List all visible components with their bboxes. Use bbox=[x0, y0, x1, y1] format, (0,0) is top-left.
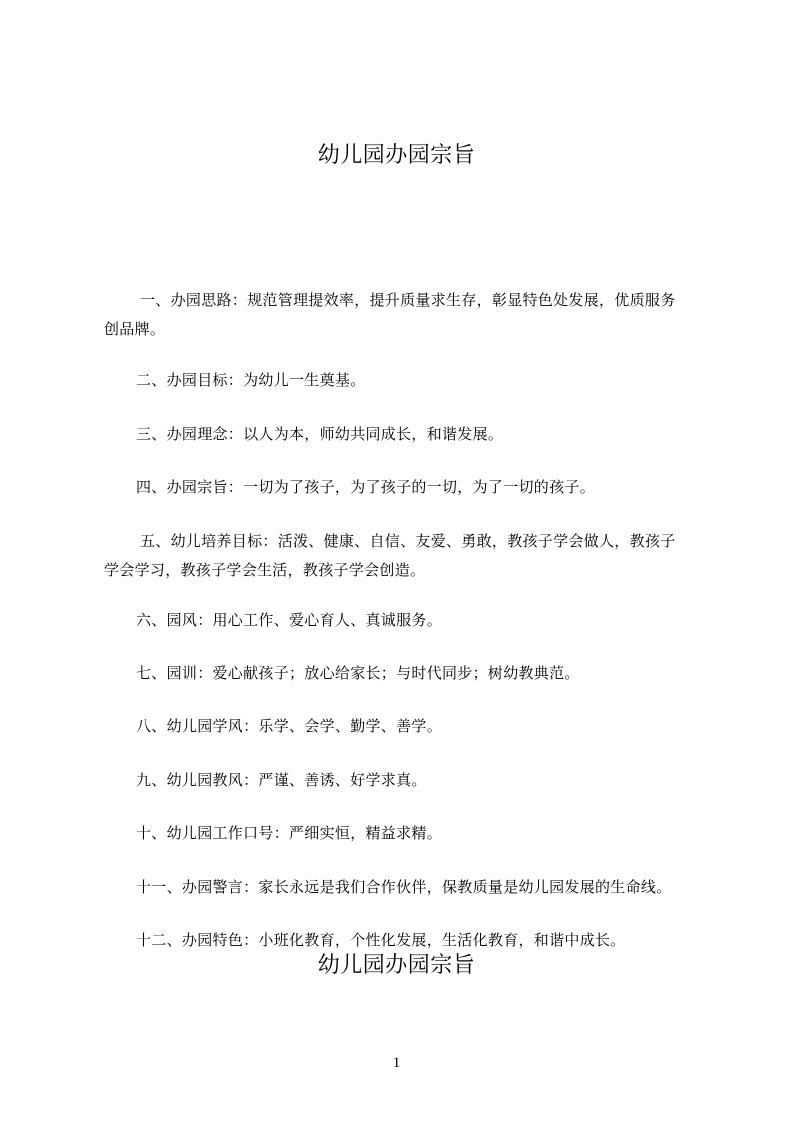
paragraph-6-line-1: 六、园风：用心工作、爱心育人、真诚服务。 bbox=[136, 611, 443, 629]
paragraph-4 bbox=[104, 473, 704, 502]
paragraph-7-line-1: 七、园训：爱心献孩子；放心给家长；与时代同步；树幼教典范。 bbox=[136, 664, 580, 682]
paragraph-5 bbox=[104, 527, 704, 585]
document-title: 幼儿园办园宗旨 bbox=[317, 143, 476, 168]
paragraph-2-line-1: 二、办园目标：为幼儿一生奠基。 bbox=[136, 371, 366, 389]
paragraph-1 bbox=[104, 286, 704, 344]
paragraph-8-line-1: 八、幼儿园学风：乐学、会学、勤学、善学。 bbox=[136, 717, 443, 735]
repeated-document-title: 幼儿园办园宗旨 bbox=[317, 953, 476, 978]
paragraph-8 bbox=[104, 712, 704, 741]
paragraph-5-line-2: 学会学习，教孩子学会生活，教孩子学会创造。 bbox=[104, 561, 426, 579]
paragraph-5-line-1: 五、幼儿培养目标：活泼、健康、自信、友爱、勇敢，教孩子学会做人，教孩子 bbox=[140, 532, 676, 550]
paragraph-1-line-1: 一、办园思路：规范管理提效率，提升质量求生存，彰显特色处发展，优质服务 bbox=[140, 291, 676, 309]
paragraph-11-line-1: 十一、办园警言：家长永远是我们合作伙伴，保教质量是幼儿园发展的生命线。 bbox=[136, 878, 672, 896]
paragraph-12-line-1: 十二、办园特色：小班化教育，个性化发展，生活化教育，和谐中成长。 bbox=[136, 931, 626, 949]
paragraph-7 bbox=[104, 659, 704, 688]
paragraph-1-line-2: 创品牌。 bbox=[104, 320, 166, 338]
paragraph-9 bbox=[104, 766, 704, 795]
paragraph-10-line-1: 十、幼儿园工作口号：严细实恒，精益求精。 bbox=[136, 824, 443, 842]
paragraph-6 bbox=[104, 606, 704, 635]
paragraph-9-line-1: 九、幼儿园教风：严谨、善诱、好学求真。 bbox=[136, 771, 427, 789]
paragraph-3 bbox=[104, 420, 704, 449]
paragraph-3-line-1: 三、办园理念：以人为本，师幼共同成长，和谐发展。 bbox=[136, 425, 504, 443]
paragraph-11 bbox=[104, 873, 704, 902]
page-number: 1 bbox=[392, 1055, 401, 1071]
paragraph-10 bbox=[104, 819, 704, 848]
paragraph-2 bbox=[104, 366, 704, 395]
paragraph-4-line-1: 四、办园宗旨：一切为了孩子，为了孩子的一切，为了一切的孩子。 bbox=[136, 478, 596, 496]
